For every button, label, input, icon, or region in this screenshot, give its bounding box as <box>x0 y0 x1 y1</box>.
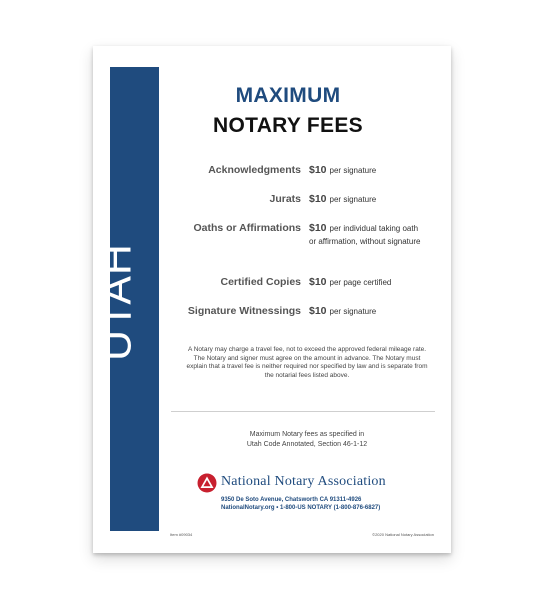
statute-note-line2: Utah Code Annotated, Section 46-1-12 <box>246 441 368 448</box>
fee-name: Acknowledgments <box>208 164 301 176</box>
section-divider <box>171 411 435 412</box>
state-name-text: UTAH <box>92 243 141 361</box>
statute-note <box>183 430 431 450</box>
fee-name: Signature Witnessings <box>187 305 301 317</box>
fee-amount: $10 <box>309 193 327 205</box>
fee-description: per signature <box>329 166 377 175</box>
fee-poster <box>93 46 451 553</box>
org-name: National Notary Association <box>221 474 386 489</box>
poster-title-notary-fees: NOTARY FEES <box>213 114 363 137</box>
fee-amount: $10 <box>309 222 327 234</box>
fee-amount: $10 <box>309 276 327 288</box>
copyright-notice: ©2020 National Notary Association <box>372 532 434 537</box>
fee-detail <box>309 193 427 206</box>
fee-detail <box>309 222 427 248</box>
fee-description: per page certified <box>329 278 392 287</box>
fee-description: per individual taking oath or affirmation, without signature <box>309 224 421 246</box>
fee-name: Jurats <box>269 193 301 205</box>
statute-note-line1: Maximum Notary fees as specified in <box>249 431 365 438</box>
fee-description: per signature <box>329 195 377 204</box>
nna-triangle-seal-icon <box>197 473 217 493</box>
item-number: Item #09034 <box>170 532 193 537</box>
fee-description: per signature <box>329 307 377 316</box>
org-contact: NationalNotary.org • 1-800-US NOTARY (1-800-876-6827) <box>221 505 381 511</box>
fee-name: Oaths or Affirmations <box>193 222 301 234</box>
org-address: 9350 De Soto Avenue, Chatsworth CA 91311-4926 <box>221 497 362 503</box>
fee-detail <box>309 276 427 289</box>
fee-detail <box>309 305 427 318</box>
fee-amount: $10 <box>309 305 327 317</box>
fee-name: Certified Copies <box>220 276 301 288</box>
poster-title-maximum: MAXIMUM <box>235 84 341 107</box>
fee-detail <box>309 164 427 177</box>
travel-fee-note: A Notary may charge a travel fee, not to exceed the approved federal mileage rate. The Notary and signer must agree on the amount in advance. The Notary must explain that a travel fee is neither required nor specified by law and is separate from the notarial fees listed above. <box>186 346 428 379</box>
fee-amount: $10 <box>309 164 327 176</box>
